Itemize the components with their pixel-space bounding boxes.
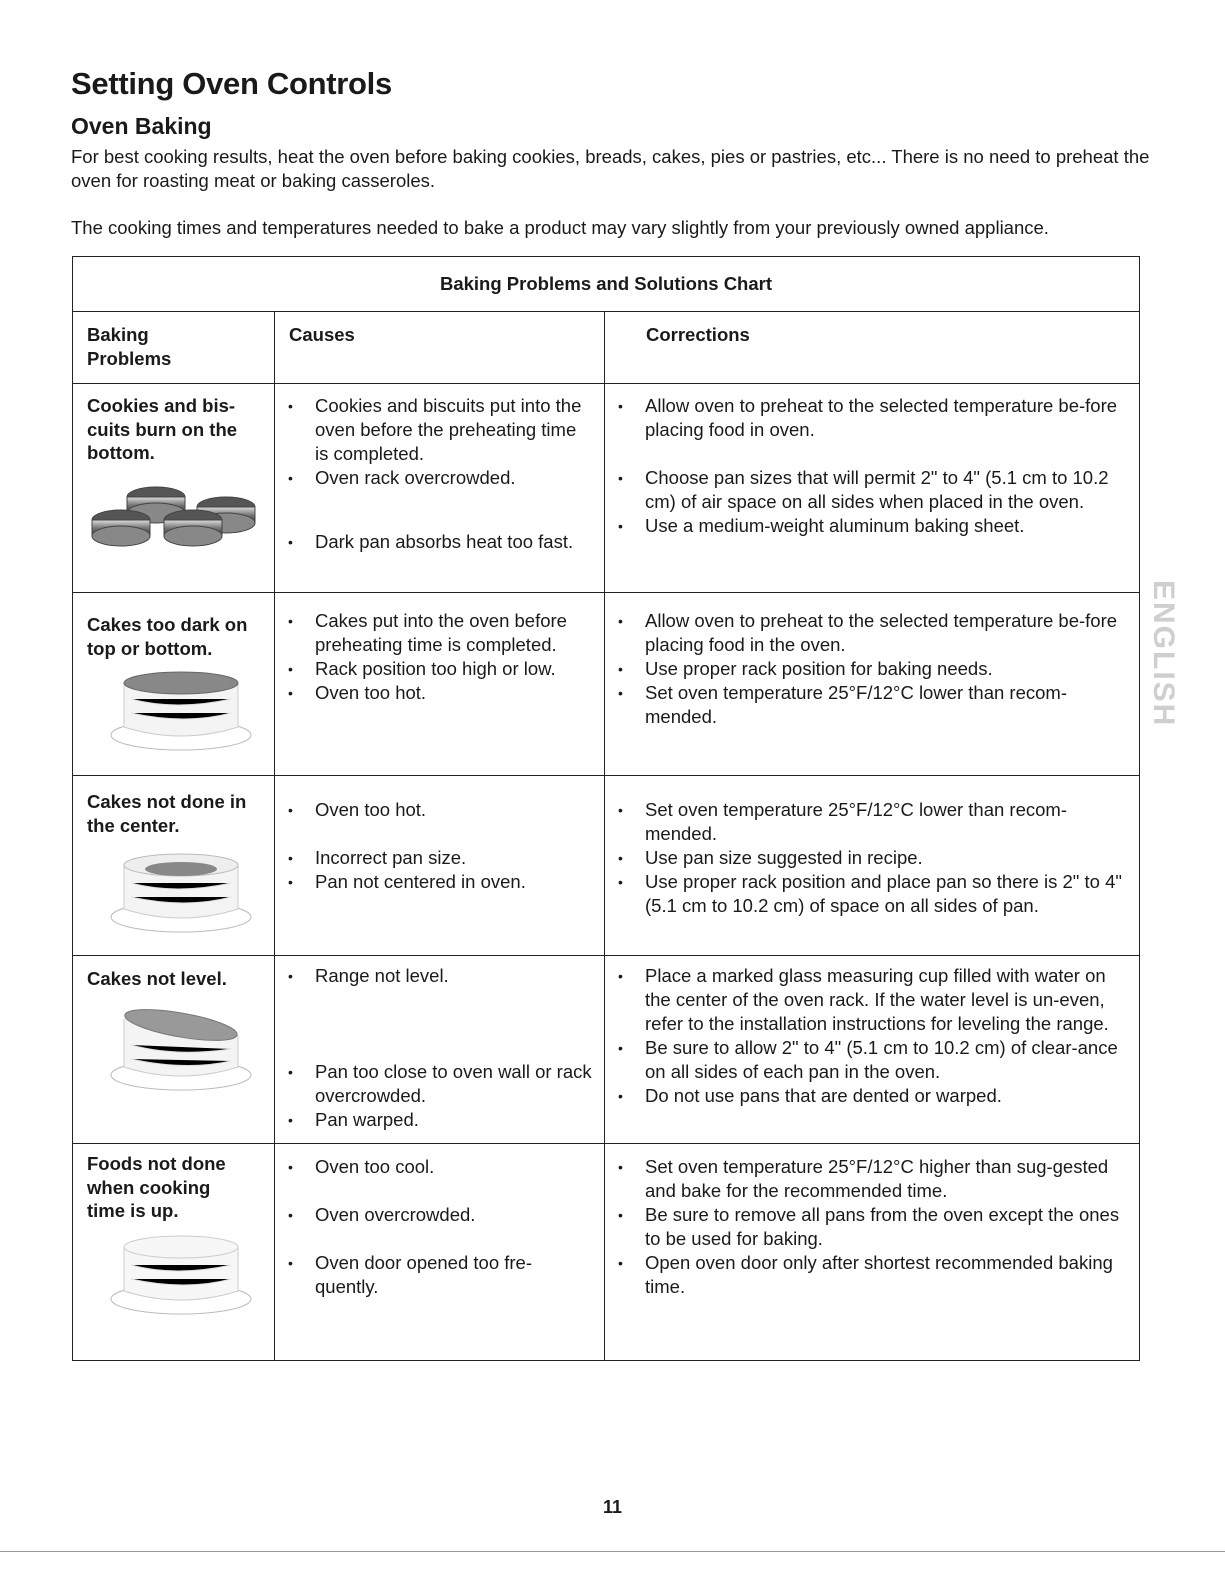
cookies-icon [88,475,258,565]
chart-title: Baking Problems and Solutions Chart [439,273,772,294]
divider [73,1143,1139,1144]
corrections-cell [604,798,1124,918]
correction-item: • Use proper rack position for baking needs. [604,657,1124,681]
divider [73,955,1139,956]
cause-item: • Pan warped. [274,1108,594,1132]
cake-sunken-icon [106,847,256,937]
correction-item: • Allow oven to preheat to the selected temperature be-fore placing food in the oven. [604,609,1124,657]
corrections-cell [604,1155,1124,1299]
cause-item: • Rack position too high or low. [274,657,594,681]
divider [73,311,1139,312]
correction-item: • Use pan size suggested in recipe. [604,846,1124,870]
intro-paragraph-2: The cooking times and temperatures needed to bake a product may vary slightly from your previously owned appliance. [71,217,1049,238]
cause-item: • Range not level. [274,964,594,988]
causes-cell [274,1155,594,1299]
cause-item: • Oven too hot. [274,681,594,705]
baking-problems-chart [72,256,1140,1361]
corrections-cell [604,964,1124,1108]
correction-item: • Set oven temperature 25°F/12°C lower than recom-mended. [604,798,1124,846]
corrections-cell [604,609,1124,729]
correction-item: • Use a medium-weight aluminum baking sheet. [604,514,1124,538]
language-tab [1144,580,1186,740]
correction-item: • Allow oven to preheat to the selected temperature be-fore placing food in oven. [604,394,1124,442]
cause-item: • Oven door opened too fre-quently. [274,1251,594,1299]
correction-item: • Be sure to allow 2" to 4" (5.1 cm to 10.2 cm) of clear-ance on all sides of each pan in the oven. [604,1036,1124,1084]
cause-item: • Incorrect pan size. [274,846,594,870]
problem-label: Cakes not done in the center. [87,791,247,836]
cake-tilted-icon [106,1005,256,1095]
causes-cell [274,964,594,1132]
column-header-corrections: Corrections [646,324,750,345]
correction-item: • Use proper rack position and place pan so there is 2" to 4" (5.1 cm to 10.2 cm) of space on all sides of pan. [604,870,1124,918]
correction-item: • Be sure to remove all pans from the oven except the ones to be used for baking. [604,1203,1124,1251]
causes-cell [274,798,594,894]
intro-paragraph: For best cooking results, heat the oven before baking cookies, breads, cakes, pies or pastries, etc... There is no need to preheat the oven for roasting meat or baking casseroles. [71,146,1150,191]
language-tab-label: ENGLISH [1147,580,1180,728]
cause-item: • Pan not centered in oven. [274,870,594,894]
correction-item: • Set oven temperature 25°F/12°C lower than recom-mended. [604,681,1124,729]
divider [73,383,1139,384]
cause-item: • Pan too close to oven wall or rack overcrowded. [274,1060,594,1108]
column-header-causes: Causes [289,324,355,345]
problem-label: Cakes too dark on top or bottom. [87,614,248,659]
cause-item: • Oven too cool. [274,1155,594,1179]
column-header-problems: Baking Problems [87,324,172,369]
section-heading: Oven Baking [71,113,212,139]
cake-dark-top-icon [106,669,256,754]
divider [73,775,1139,776]
problem-label: Cookies and bis- cuits burn on the bottom. [87,395,238,463]
correction-item: • Choose pan sizes that will permit 2" to 4" (5.1 cm to 10.2 cm) of air space on all sides when placed in the oven. [604,466,1124,514]
cause-item: • Dark pan absorbs heat too fast. [274,530,594,554]
page-title: Setting Oven Controls [71,66,392,101]
cause-item: • Cookies and biscuits put into the oven before the preheating time is completed. [274,394,594,466]
cause-item: • Oven rack overcrowded. [274,466,594,490]
cake-plain-icon [106,1229,256,1319]
corrections-cell [604,394,1124,538]
cause-item: • Cakes put into the oven before preheating time is completed. [274,609,594,657]
cause-item: • Oven too hot. [274,798,594,822]
problem-label: Cakes not level. [87,968,227,989]
divider [73,592,1139,593]
correction-item: • Set oven temperature 25°F/12°C higher than sug-gested and bake for the recommended time. [604,1155,1124,1203]
correction-item: • Do not use pans that are dented or warped. [604,1084,1124,1108]
correction-item: • Place a marked glass measuring cup filled with water on the center of the oven rack. If the water level is un-even, refer to the installation instructions for leveling the range. [604,964,1124,1036]
causes-cell [274,609,594,705]
correction-item: • Open oven door only after shortest recommended baking time. [604,1251,1124,1299]
page-bottom-rule [0,1551,1225,1552]
problem-label: Foods not done when cooking time is up. [87,1153,226,1221]
causes-cell [274,394,594,554]
cause-item: • Oven overcrowded. [274,1203,594,1227]
page-number: 11 [602,1497,623,1517]
